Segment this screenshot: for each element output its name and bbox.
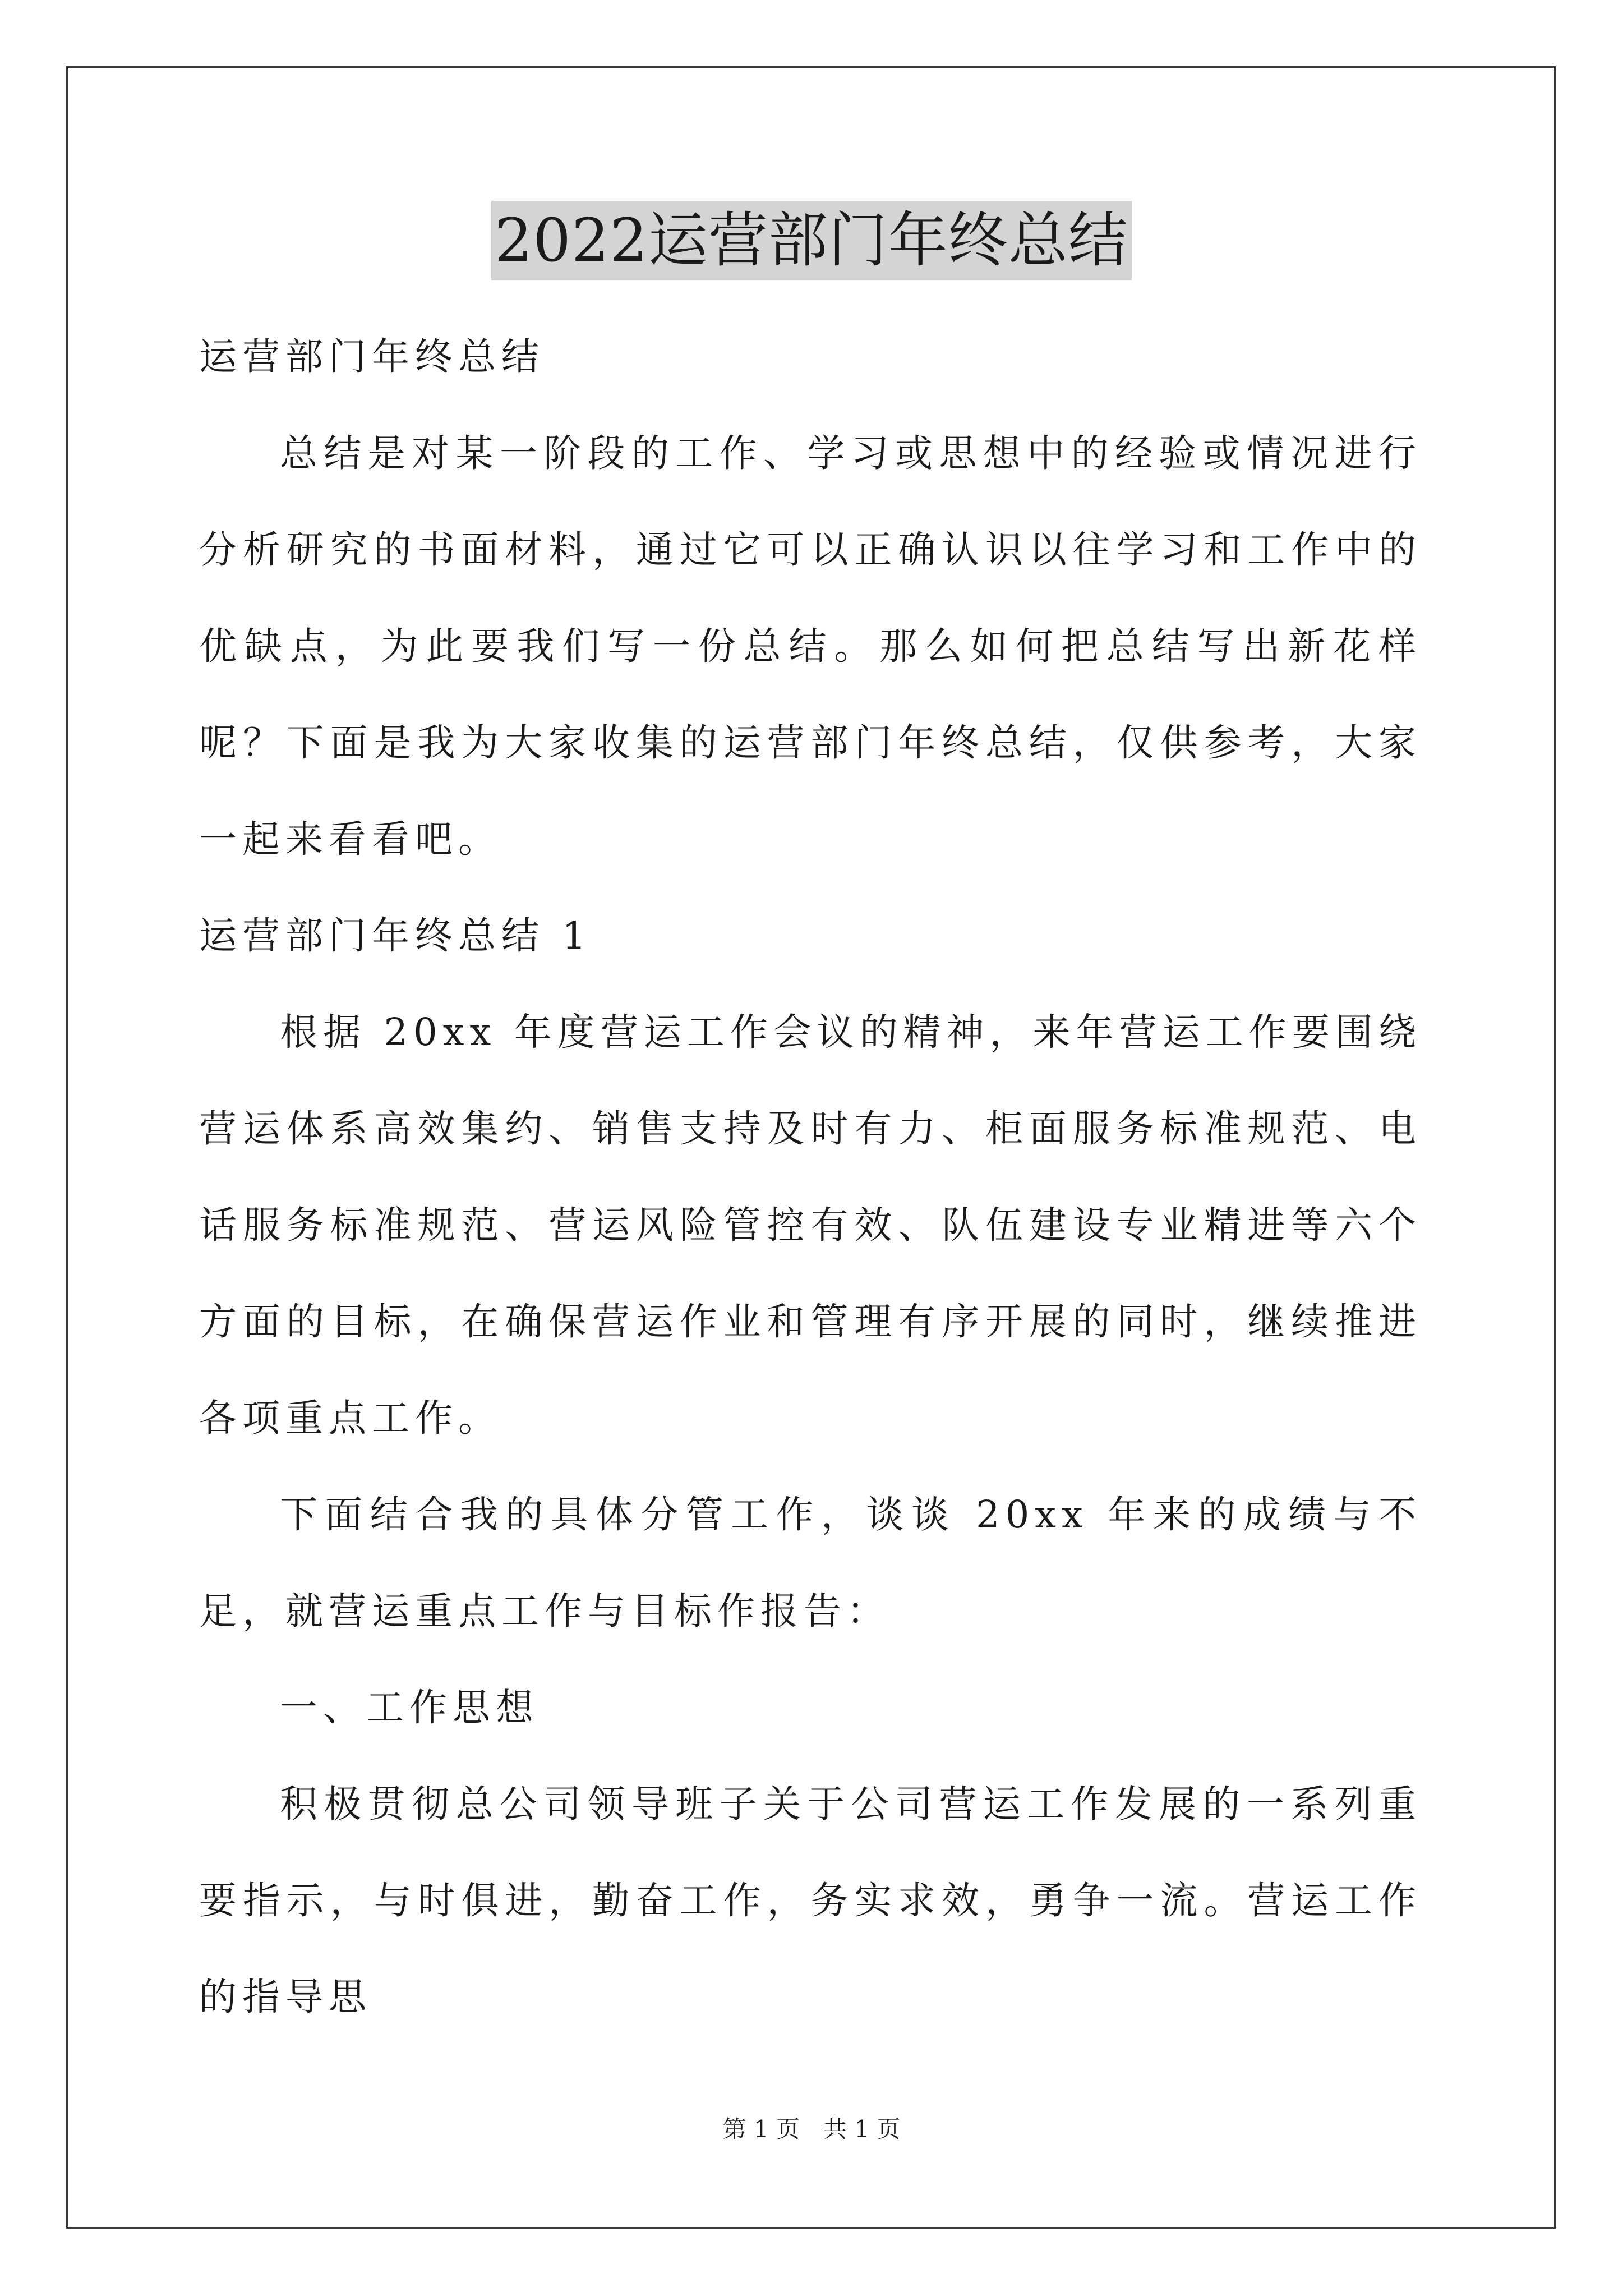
section1-paragraph-3: 积极贯彻总公司领导班子关于公司营运工作发展的一系列重要指示，与时俱进，勤奋工作，务实求效，勇争一流。营运工作的指导思 bbox=[199, 1782, 1422, 2019]
section1-paragraph-2: 下面结合我的具体分管工作，谈谈 20xx 年来的成绩与不足，就营运重点工作与目标作报告： bbox=[199, 1493, 1422, 1633]
intro-heading: 运营部门年终总结 bbox=[199, 335, 545, 379]
document-body bbox=[199, 309, 1422, 887]
page-footer: 第 1 页 共 1 页 bbox=[722, 2115, 901, 2143]
subheading-work-thought: 一、工作思想 bbox=[280, 1686, 539, 1729]
title-wrap bbox=[0, 201, 1623, 280]
intro-paragraph: 总结是对某一阶段的工作、学习或思想中的经验或情况进行分析研究的书面材料，通过它可以正确认识以往学习和工作中的优缺点，为此要我们写一份总结。那么如何把总结写出新花样呢？下面是我为大家收集的运营部门年终总结，仅供参考，大家一起来看看吧。 bbox=[199, 431, 1422, 861]
section1-heading: 运营部门年终总结 1 bbox=[199, 914, 592, 958]
section-1 bbox=[199, 887, 1422, 2045]
section1-paragraph-1: 根据 20xx 年度营运工作会议的精神，来年营运工作要围绕营运体系高效集约、销售支持及时有力、柜面服务标准规范、电话服务标准规范、营运风险管控有效、队伍建设专业精进等六个方面的目标，在确保营运作业和管理有序开展的同时，继续推进各项重点工作。 bbox=[199, 1010, 1422, 1440]
document-title: 2022运营部门年终总结 bbox=[491, 201, 1132, 280]
